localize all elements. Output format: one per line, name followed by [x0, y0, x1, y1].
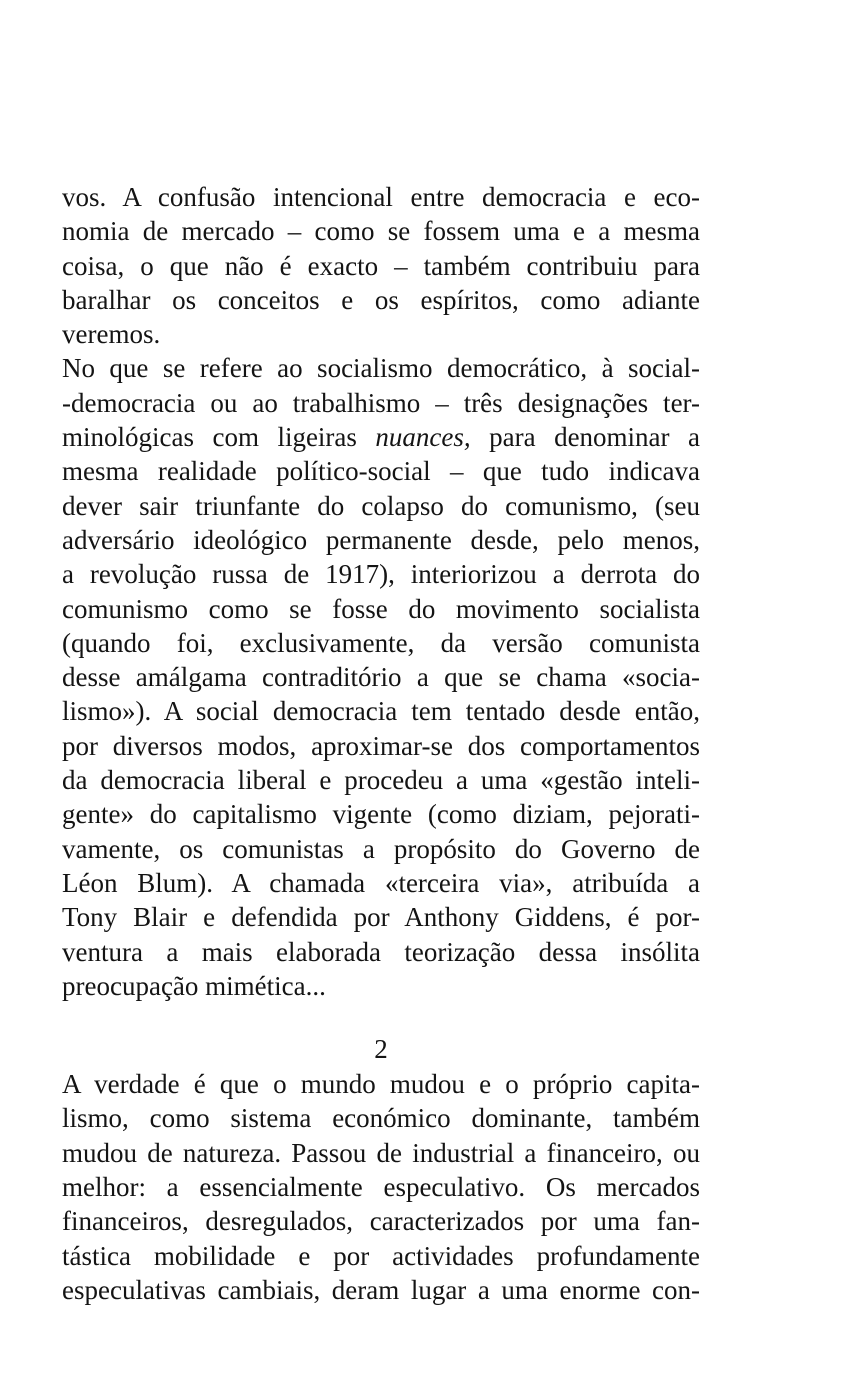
text-line: vamente, os comunistas a propósito do Governo de — [62, 833, 700, 864]
text-line: tástica mobilidade e por actividades profundamente — [62, 1240, 700, 1271]
text-line: veremos. — [62, 319, 161, 350]
text-line: melhor: a essencialmente especulativo. Os mercados — [62, 1172, 700, 1203]
text-line: nomia de mercado – como se fossem uma e a mesma — [62, 216, 700, 247]
text-line: A verdade é que o mundo mudou e o próprio capita- — [62, 1069, 700, 1100]
text-line: adversário ideológico permanente desde, pelo menos, — [62, 524, 700, 555]
text-line: a revolução russa de 1917), interiorizou a derrota do — [62, 559, 700, 590]
text-line: financeiros, desregulados, caracterizados por uma fan- — [62, 1206, 700, 1237]
paragraph-2 — [62, 351, 700, 1003]
text-line: mudou de natureza. Passou de industrial a financeiro, ou — [62, 1137, 700, 1168]
text-line: vos. A confusão intencional entre democracia e eco- — [62, 182, 700, 212]
paragraph-1 — [62, 180, 700, 351]
text-line: da democracia liberal e procedeu a uma «gestão inteli- — [62, 765, 700, 796]
book-page — [62, 180, 700, 1307]
text-line: lismo, como sistema económico dominante, também — [62, 1103, 700, 1134]
text-line: mesma realidade político-social – que tudo indicava — [62, 456, 700, 487]
text-line: baralhar os conceitos e os espíritos, como adiante — [62, 284, 700, 315]
text-line: coisa, o que não é exacto – também contribuiu para — [62, 250, 700, 281]
italic-term: nuances, — [375, 422, 471, 453]
text-line: Léon Blum). A chamada «terceira via», atribuída a — [62, 867, 700, 898]
text-line: No que se refere ao socialismo democrático, à social- — [62, 353, 700, 384]
text-line: desse amálgama contraditório a que se chama «socia- — [62, 662, 700, 693]
text-line: dever sair triunfante do colapso do comunismo, (seu — [62, 490, 700, 521]
paragraph-3 — [62, 1067, 700, 1307]
text-line: especulativas cambiais, deram lugar a uma enorme con- — [62, 1274, 700, 1305]
text-line: -democracia ou ao trabalhismo – três designações ter- — [62, 387, 700, 418]
text-line: Tony Blair e defendida por Anthony Giddens, é por- — [62, 902, 700, 933]
text-line-with-italic: minológicas com ligeiras nuances, para denominar a — [62, 422, 701, 453]
text-line: ventura a mais elaborada teorização dessa insólita — [62, 936, 700, 967]
section-number: 2 — [374, 1034, 388, 1065]
text-line: lismo»). A social democracia tem tentado desde então, — [62, 696, 700, 727]
text-line: preocupação mimética... — [62, 970, 326, 1001]
text-line: por diversos modos, aproximar-se dos comportamentos — [62, 730, 700, 761]
text-line: comunismo como se fosse do movimento socialista — [62, 593, 700, 624]
text-line: (quando foi, exclusivamente, da versão comunista — [62, 627, 700, 658]
text-line: gente» do capitalismo vigente (como diziam, pejorati- — [62, 799, 700, 830]
